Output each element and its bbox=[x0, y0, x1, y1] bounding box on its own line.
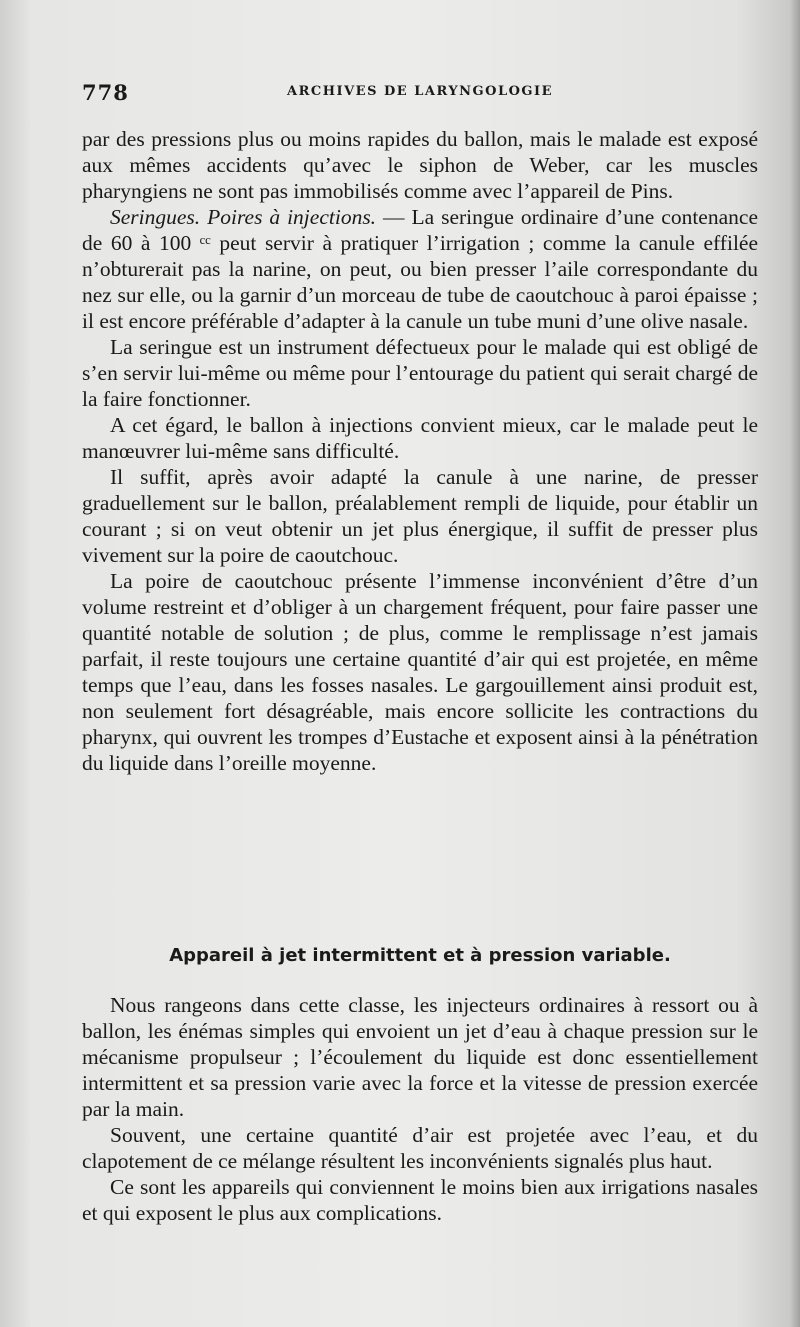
page-number: 778 bbox=[82, 80, 129, 105]
italic-dash: — bbox=[376, 205, 412, 229]
paragraph-nous-rangeons: Nous rangeons dans cette classe, les injecteurs ordinaires à ressort ou à ballon, les énémas simples qui envoient un jet d’eau à chaque pression sur le mécanisme propulseur ; l’écoulement du liquide est donc essentiellement intermittent et sa pression varie avec la force et la vitesse de pression exercée par la main. bbox=[82, 993, 758, 1121]
page-header bbox=[82, 80, 762, 110]
paragraph-seringue-defectueux: La seringue est un instrument défectueux pour le malade qui est obligé de s’en servir lui-même ou même pour l’entourage du patient qui serait chargé de la faire fonctionner. bbox=[82, 335, 758, 411]
paragraph-souvent: Souvent, une certaine quantité d’air est projetée avec l’eau, et du clapotement de ce mélange résultent les inconvénients signalés plus haut. bbox=[82, 1123, 758, 1173]
italic-lead: Seringues. Poires à injections. bbox=[110, 205, 377, 229]
paragraph-seringues bbox=[82, 204, 758, 334]
section-text bbox=[82, 992, 758, 1226]
paragraph-poire: La poire de caoutchouc présente l’immense inconvénient d’être d’un volume restreint et d’obliger à un chargement fréquent, pour faire passer une quantité notable de solution ; de plus, comme le remplissage n’est jamais parfait, il reste toujours une certaine quantité d’air qui est projetée, en même temps que l’eau, dans les fosses nasales. Le gargouillement ainsi produit est, non seulement fort désagréable, mais encore sollicite les contractions du pharynx, qui ouvrent les trompes d’Eustache et exposent ainsi à la pénétration du liquide dans l’oreille moyenne. bbox=[82, 569, 758, 775]
section-title: Appareil à jet intermittent et à pression variable. bbox=[169, 945, 671, 966]
paragraph-ce-sont: Ce sont les appareils qui conviennent le moins bien aux irrigations nasales et qui exposent le plus aux complications. bbox=[82, 1175, 758, 1225]
paragraph-continuation: par des pressions plus ou moins rapides du ballon, mais le malade est exposé aux mêmes accidents qu’avec le siphon de Weber, car les muscles pharyngiens ne sont pas immobilisés comme avec l’appareil de Pins. bbox=[82, 127, 758, 203]
running-head: ARCHIVES DE LARYNGOLOGIE bbox=[287, 84, 553, 99]
paragraph-il-suffit: Il suffit, après avoir adapté la canule à une narine, de presser graduellement sur le ballon, préalablement rempli de liquide, pour établir un courant ; si on veut obtenir un jet plus énergique, il suffit de presser plus vivement sur la poire de caoutchouc. bbox=[82, 465, 758, 567]
main-text bbox=[82, 126, 758, 776]
page-gutter-shadow bbox=[790, 0, 800, 1327]
paragraph-ballon: A cet égard, le ballon à injections convient mieux, car le malade peut le manœuvrer lui-même sans difficulté. bbox=[82, 413, 758, 463]
paragraph-seringues-text: La seringue ordinaire d’une contenance de 60 à 100 ᶜᶜ peut servir à pratiquer l’irrigation ; comme la canule effilée n’obturerait pas la narine, on peut, ou bien presser l’aile correspondante du nez sur elle, ou la garnir d’un morceau de tube de caoutchouc à paroi épaisse ; il est encore préférable d’adapter à la canule un tube muni d’une olive nasale. bbox=[82, 205, 758, 333]
